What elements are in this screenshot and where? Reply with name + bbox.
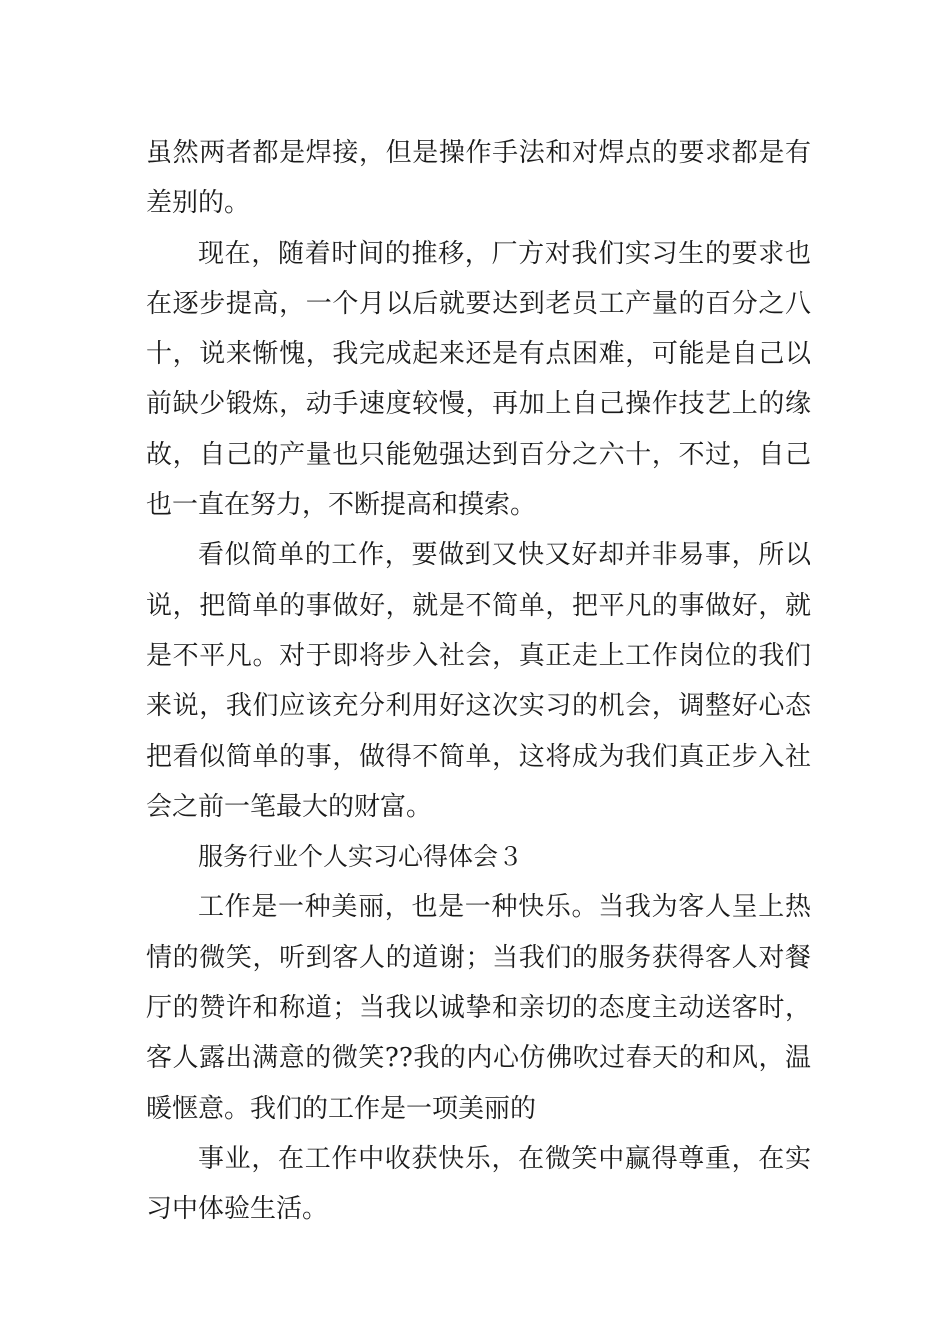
section-heading: 服务行业个人实习心得体会３ <box>198 842 524 872</box>
paragraph-4: 工作是一种美丽，也是一种快乐。当我为客人呈上热情的微笑，听到客人的道谢；当我们的服务获得客人对餐厅的赞许和称道；当我以诚挚和亲切的态度主动送客时，客人露出满意的微笑??我的内心仿佛吹过春天的和风，温暖惬意。我们的工作是一项美丽的 <box>146 892 811 1124</box>
document-body <box>146 128 811 1235</box>
paragraph-2: 现在，随着时间的推移，厂方对我们实习生的要求也在逐步提高，一个月以后就要达到老员工产量的百分之八十，说来惭愧，我完成起来还是有点困难，可能是自己以前缺少锻炼，动手速度较慢，再加上自己操作技艺上的缘故，自己的产量也只能勉强达到百分之六十，不过，自己也一直在努力，不断提高和摸索。 <box>146 238 811 521</box>
paragraph-3: 看似简单的工作，要做到又快又好却并非易事，所以说，把简单的事做好，就是不简单，把平凡的事做好，就是不平凡。对于即将步入社会，真正走上工作岗位的我们来说，我们应该充分利用好这次实习的机会，调整好心态把看似简单的事，做得不简单，这将成为我们真正步入社会之前一笔最大的财富。 <box>146 540 811 822</box>
paragraph-1: 虽然两者都是焊接，但是操作手法和对焊点的要求都是有差别的。 <box>146 138 811 219</box>
paragraph-5: 事业，在工作中收获快乐，在微笑中赢得尊重，在实习中体验生活。 <box>146 1143 811 1225</box>
